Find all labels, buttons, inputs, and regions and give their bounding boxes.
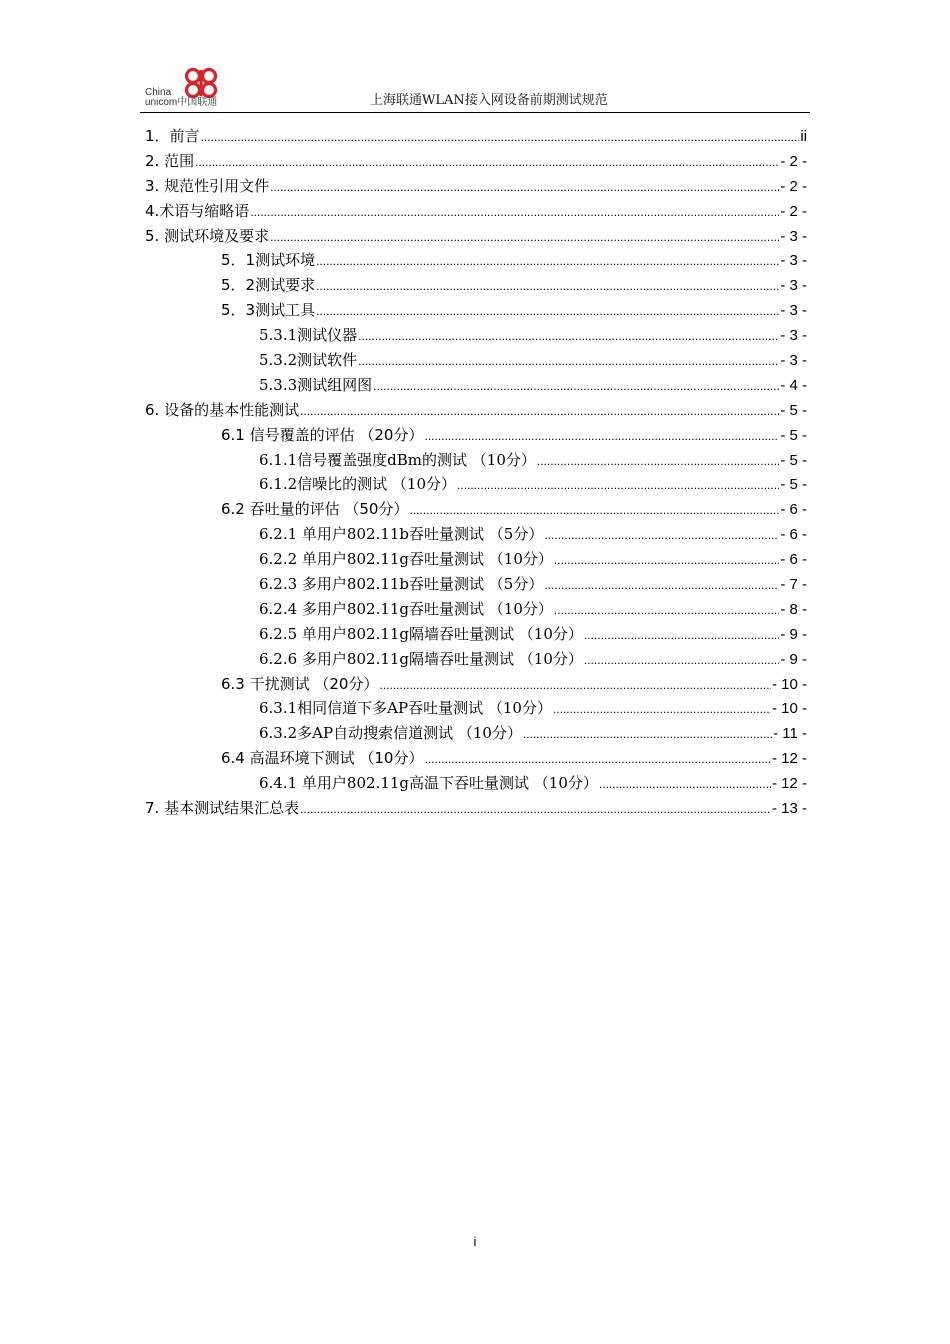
toc-dot-leader (300, 799, 771, 819)
toc-entry[interactable] (145, 151, 807, 176)
toc-dot-leader (195, 152, 779, 172)
toc-dot-leader (553, 699, 771, 719)
toc-entry-page: - 5 - (780, 451, 807, 469)
page-number: i (473, 1234, 477, 1249)
toc-dot-leader (544, 525, 779, 545)
toc-entry[interactable] (145, 400, 807, 425)
toc-dot-leader (424, 426, 779, 446)
toc-dot-leader (537, 451, 779, 471)
toc-entry-label: 2. 范围 (145, 151, 195, 170)
toc-entry-label: 7. 基本测试结果汇总表 (145, 799, 300, 818)
toc-dot-leader (457, 475, 779, 495)
toc-entry-page: - 11 - (773, 725, 807, 743)
toc-entry-label: 6. 设备的基本性能测试 (145, 400, 300, 419)
toc-entry-label: 6.3.1相同信道下多AP吞吐量测试 （10分） (259, 699, 552, 718)
toc-entry-label: 6.2.5 单用户802.11g隔墙吞吐量测试 （10分） (259, 624, 583, 643)
toc-dot-leader (544, 575, 779, 595)
toc-entry[interactable] (145, 773, 807, 798)
toc-dot-leader (358, 351, 779, 371)
toc-entry-label: 5.3.3测试组网图 (259, 375, 373, 394)
toc-entry-page: - 3 - (780, 277, 807, 295)
toc-entry-label: 6.2 吞吐量的评估 （50分） (221, 500, 409, 519)
toc-dot-leader (523, 724, 772, 744)
toc-entry-label: 5．1测试环境 (221, 251, 316, 270)
toc-entry[interactable] (145, 325, 807, 350)
toc-entry-page: - 9 - (780, 650, 807, 668)
toc-entry-page: - 5 - (780, 476, 807, 494)
toc-entry[interactable] (145, 698, 807, 723)
toc-dot-leader (424, 749, 771, 769)
toc-dot-leader (599, 774, 771, 794)
toc-entry-page: - 5 - (780, 426, 807, 444)
toc-entry-page: ii (800, 128, 807, 145)
toc-dot-leader (316, 301, 779, 321)
toc-entry-page: - 3 - (780, 302, 807, 320)
toc-entry-label: 5. 测试环境及要求 (145, 226, 270, 245)
toc-entry-page: - 5 - (780, 401, 807, 419)
toc-entry[interactable] (145, 674, 807, 699)
toc-entry-label: 5．3测试工具 (221, 301, 316, 320)
toc-entry-page: - 6 - (780, 526, 807, 544)
toc-entry[interactable] (145, 723, 807, 748)
toc-entry-label: 6.2.6 多用户802.11g隔墙吞吐量测试 （10分） (259, 649, 583, 668)
toc-entry-page: - 7 - (780, 576, 807, 594)
toc-entry-page: - 2 - (780, 202, 807, 220)
toc-entry[interactable] (145, 425, 807, 450)
toc-entry-label: 5．2测试要求 (221, 276, 316, 295)
toc-entry-label: 6.3 干扰测试 （20分） (221, 674, 379, 693)
toc-entry[interactable] (145, 549, 807, 574)
toc-dot-leader (409, 500, 779, 520)
toc-dot-leader (584, 625, 779, 645)
toc-entry-page: - 2 - (780, 177, 807, 195)
toc-entry-page: - 3 - (780, 227, 807, 245)
toc-entry-label: 6.1.1信号覆盖强度dBm的测试 （10分） (259, 450, 536, 469)
toc-entry[interactable] (145, 748, 807, 773)
toc-dot-leader (201, 127, 800, 147)
toc-entry-page: - 6 - (780, 501, 807, 519)
toc-entry-label: 6.1.2信噪比的测试 （10分） (259, 475, 457, 494)
toc-entry[interactable] (145, 524, 807, 549)
toc-dot-leader (358, 326, 779, 346)
toc-entry[interactable] (145, 275, 807, 300)
toc-entry[interactable] (145, 450, 807, 475)
toc-entry-label: 6.4.1 单用户802.11g高温下吞吐量测试 （10分） (259, 774, 598, 793)
page-header (140, 60, 810, 113)
toc-dot-leader (584, 650, 779, 670)
china-unicom-logo (145, 66, 225, 112)
toc-entry-page: - 12 - (771, 750, 807, 768)
toc-dot-leader (250, 202, 779, 222)
toc-entry-page: - 3 - (780, 252, 807, 270)
toc-entry[interactable] (145, 624, 807, 649)
toc-entry[interactable] (145, 300, 807, 325)
table-of-contents (145, 126, 807, 823)
toc-dot-leader (554, 600, 779, 620)
toc-entry-page: - 10 - (771, 675, 807, 693)
toc-entry-label: 3. 规范性引用文件 (145, 176, 270, 195)
toc-entry-label: 6.2.4 多用户802.11g吞吐量测试 （10分） (259, 599, 553, 618)
toc-entry[interactable] (145, 798, 807, 823)
toc-entry-page: - 2 - (780, 152, 807, 170)
toc-entry[interactable] (145, 574, 807, 599)
toc-entry-label: 5.3.2测试软件 (259, 351, 358, 370)
toc-entry[interactable] (145, 375, 807, 400)
toc-entry[interactable] (145, 176, 807, 201)
toc-entry-page: - 12 - (771, 775, 807, 793)
toc-entry-label: 6.3.2多AP自动搜索信道测试 （10分） (259, 724, 522, 743)
toc-entry[interactable] (145, 474, 807, 499)
toc-entry-label: 6.2.3 多用户802.11b吞吐量测试 （5分） (259, 575, 544, 594)
logo-line-unicom: unicom中国联通 (145, 97, 218, 108)
toc-entry-label: 4.术语与缩略语 (145, 201, 250, 220)
toc-entry[interactable] (145, 250, 807, 275)
toc-entry[interactable] (145, 649, 807, 674)
toc-dot-leader (554, 550, 779, 570)
document-title: 上海联通WLAN接入网设备前期测试规范 (370, 93, 608, 108)
toc-entry-page: - 9 - (780, 625, 807, 643)
toc-entry-page: - 4 - (780, 376, 807, 394)
toc-entry-page: - 3 - (780, 327, 807, 345)
toc-dot-leader (373, 376, 779, 396)
toc-entry-label: 6.2.1 单用户802.11b吞吐量测试 （5分） (259, 525, 544, 544)
toc-entry[interactable] (145, 599, 807, 624)
toc-entry-label: 6.1 信号覆盖的评估 （20分） (221, 425, 424, 444)
toc-entry[interactable] (145, 126, 807, 151)
toc-entry-page: - 10 - (771, 700, 807, 718)
logo-line-china: China (145, 87, 172, 98)
toc-dot-leader (300, 401, 779, 421)
toc-entry-label: 6.4 高温环境下测试 （10分） (221, 749, 424, 768)
toc-dot-leader (270, 177, 779, 197)
toc-dot-leader (316, 251, 779, 271)
toc-entry[interactable] (145, 226, 807, 251)
toc-entry[interactable] (145, 201, 807, 226)
toc-entry-label: 6.2.2 单用户802.11g吞吐量测试 （10分） (259, 550, 553, 569)
toc-entry-page: - 13 - (771, 800, 807, 818)
toc-entry[interactable] (145, 499, 807, 524)
toc-dot-leader (270, 227, 779, 247)
toc-entry-label: 1．前言 (145, 127, 200, 145)
toc-entry[interactable] (145, 350, 807, 375)
toc-dot-leader (316, 276, 779, 296)
toc-entry-label: 5.3.1测试仪器 (259, 326, 358, 345)
logo-wordmark (145, 88, 217, 108)
toc-entry-page: - 6 - (780, 551, 807, 569)
toc-entry-page: - 8 - (780, 600, 807, 618)
toc-dot-leader (379, 675, 771, 695)
toc-entry-page: - 3 - (780, 352, 807, 370)
